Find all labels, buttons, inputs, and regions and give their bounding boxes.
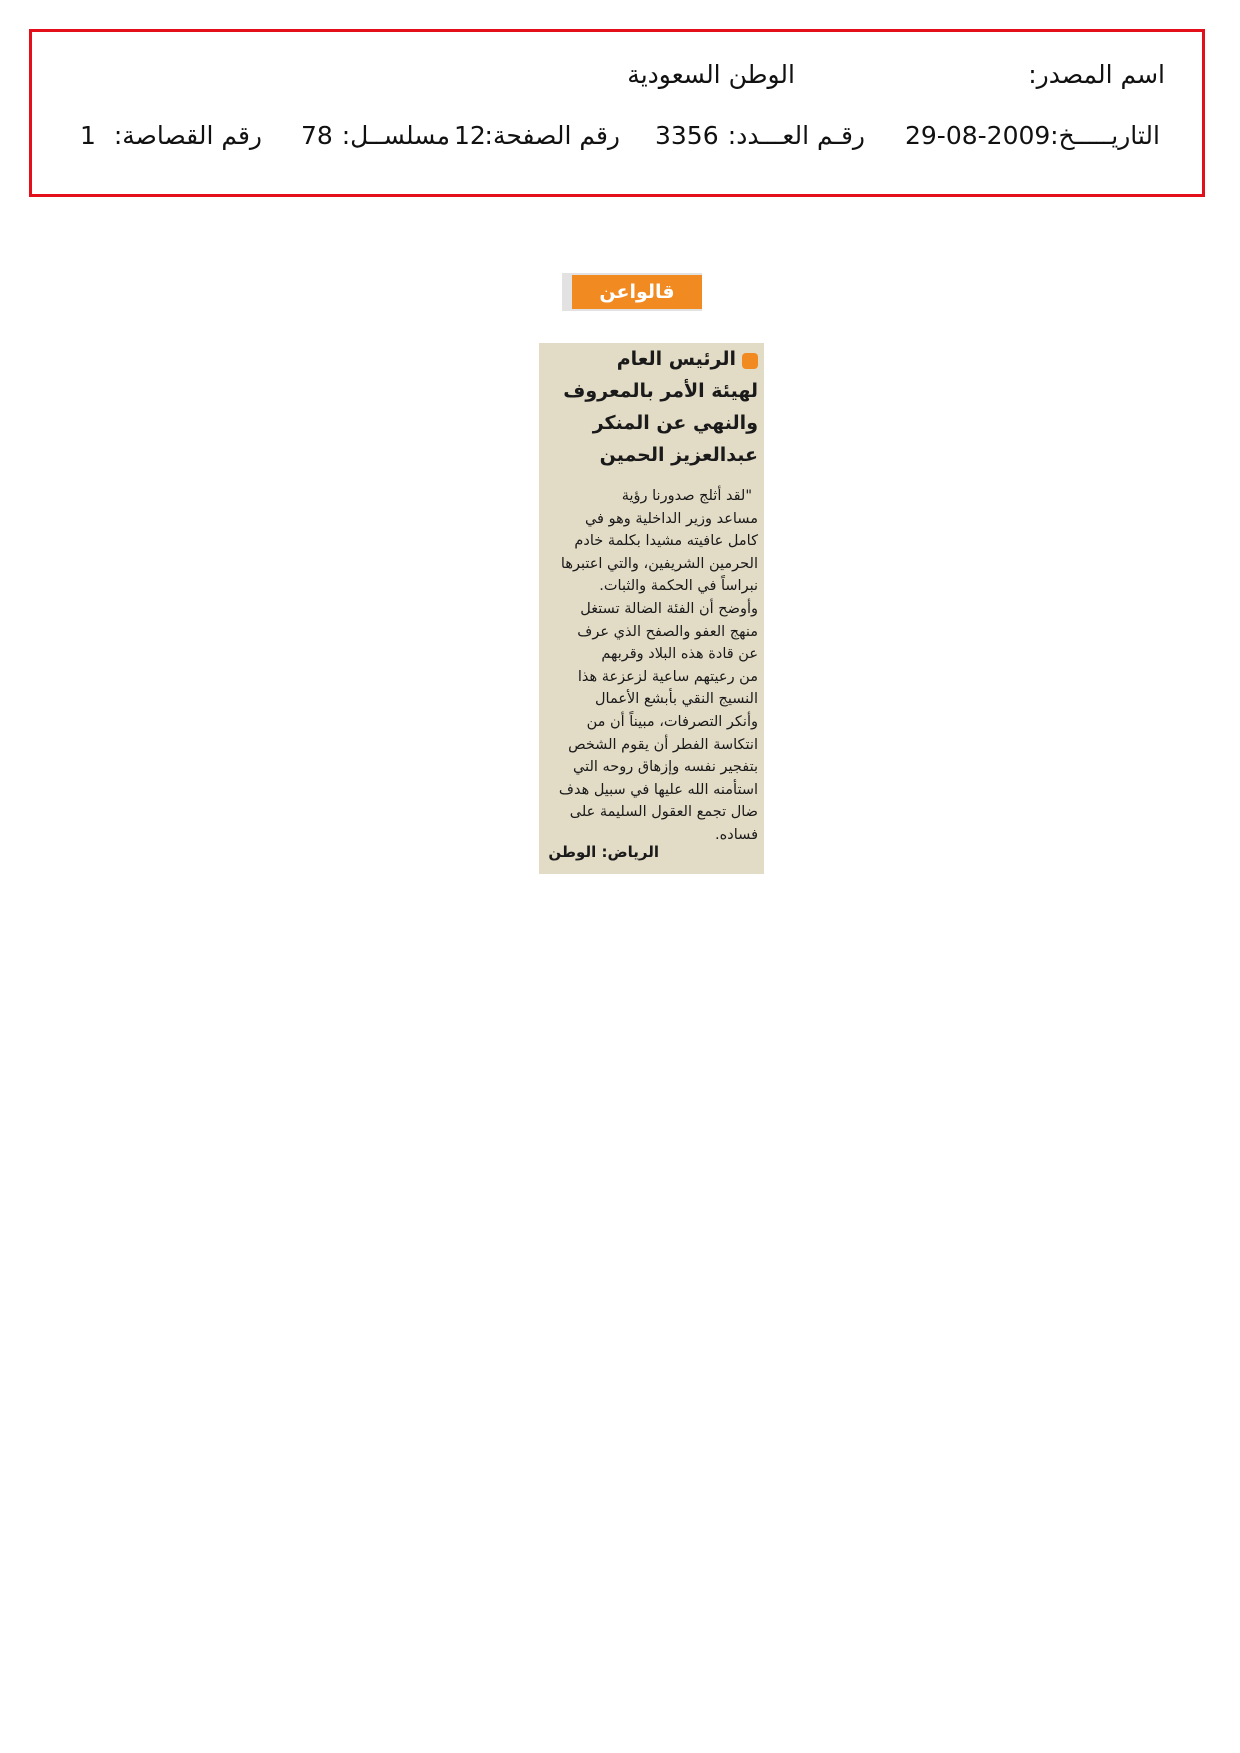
body-line: بتفجير نفسه وإزهاق روحه التي xyxy=(573,759,758,776)
article-byline: الرياض: الوطن xyxy=(548,843,659,861)
body-line: انتكاسة الفطر أن يقوم الشخص xyxy=(568,736,758,753)
clipping-header-box xyxy=(29,29,1205,197)
body-line: من رعيتهم ساعية لزعزعة هذا xyxy=(577,668,758,685)
article-panel xyxy=(539,343,764,874)
body-line: وأوضح أن الفئة الضالة تستغل xyxy=(580,600,758,617)
body-line: نبراساً في الحكمة والثبات. xyxy=(599,578,758,595)
article-body xyxy=(544,485,758,847)
page-label: رقم الصفحة: xyxy=(484,121,620,150)
body-line: منهج العفو والصفح الذي عرف xyxy=(577,623,758,640)
source-value: الوطن السعودية xyxy=(627,60,795,89)
serial-value: 78 xyxy=(301,121,333,150)
body-line: ضال تجمع العقول السليمة على xyxy=(569,804,758,821)
section-tag xyxy=(562,273,702,337)
date-value: 29-08-2009 xyxy=(905,121,1051,150)
headline-line: لهيئة الأمر بالمعروف xyxy=(563,380,758,402)
serial-label: مسلســل: xyxy=(341,121,450,150)
body-line: عن قادة هذه البلاد وقربهم xyxy=(601,646,758,663)
headline-line: والنهي عن المنكر xyxy=(592,412,758,434)
body-line: كامل عافيته مشيدا بكلمة خادم xyxy=(574,533,758,550)
headline-line: عبدالعزيز الحمين xyxy=(599,444,758,466)
body-line: وأنكر التصرفات، مبيناً أن من xyxy=(586,713,758,730)
body-line: فساده. xyxy=(715,826,758,843)
body-line: مساعد وزير الداخلية وهو في xyxy=(584,510,758,527)
headline-line: الرئيس العام xyxy=(616,348,736,370)
issue-label: رقـم العـــدد: xyxy=(727,121,865,150)
clip-value: 1 xyxy=(80,121,96,150)
article-headline xyxy=(548,343,758,471)
clip-label: رقم القصاصة: xyxy=(113,121,262,150)
body-line: الحرمين الشريفين، والتي اعتبرها xyxy=(560,555,758,572)
section-tag-label: قالواعن الحدث xyxy=(572,275,702,309)
body-line: "لقد أثلج صدورنا رؤية xyxy=(621,488,752,504)
body-line: النسيج النقي بأبشع الأعمال xyxy=(595,691,758,708)
issue-value: 3356 xyxy=(655,121,719,150)
page-value: 12 xyxy=(454,121,486,150)
body-line: استأمنه الله عليها في سبيل هدف xyxy=(558,781,758,798)
date-label: التاريـــــخ: xyxy=(1050,121,1160,150)
source-label: اسم المصدر: xyxy=(1028,60,1165,89)
